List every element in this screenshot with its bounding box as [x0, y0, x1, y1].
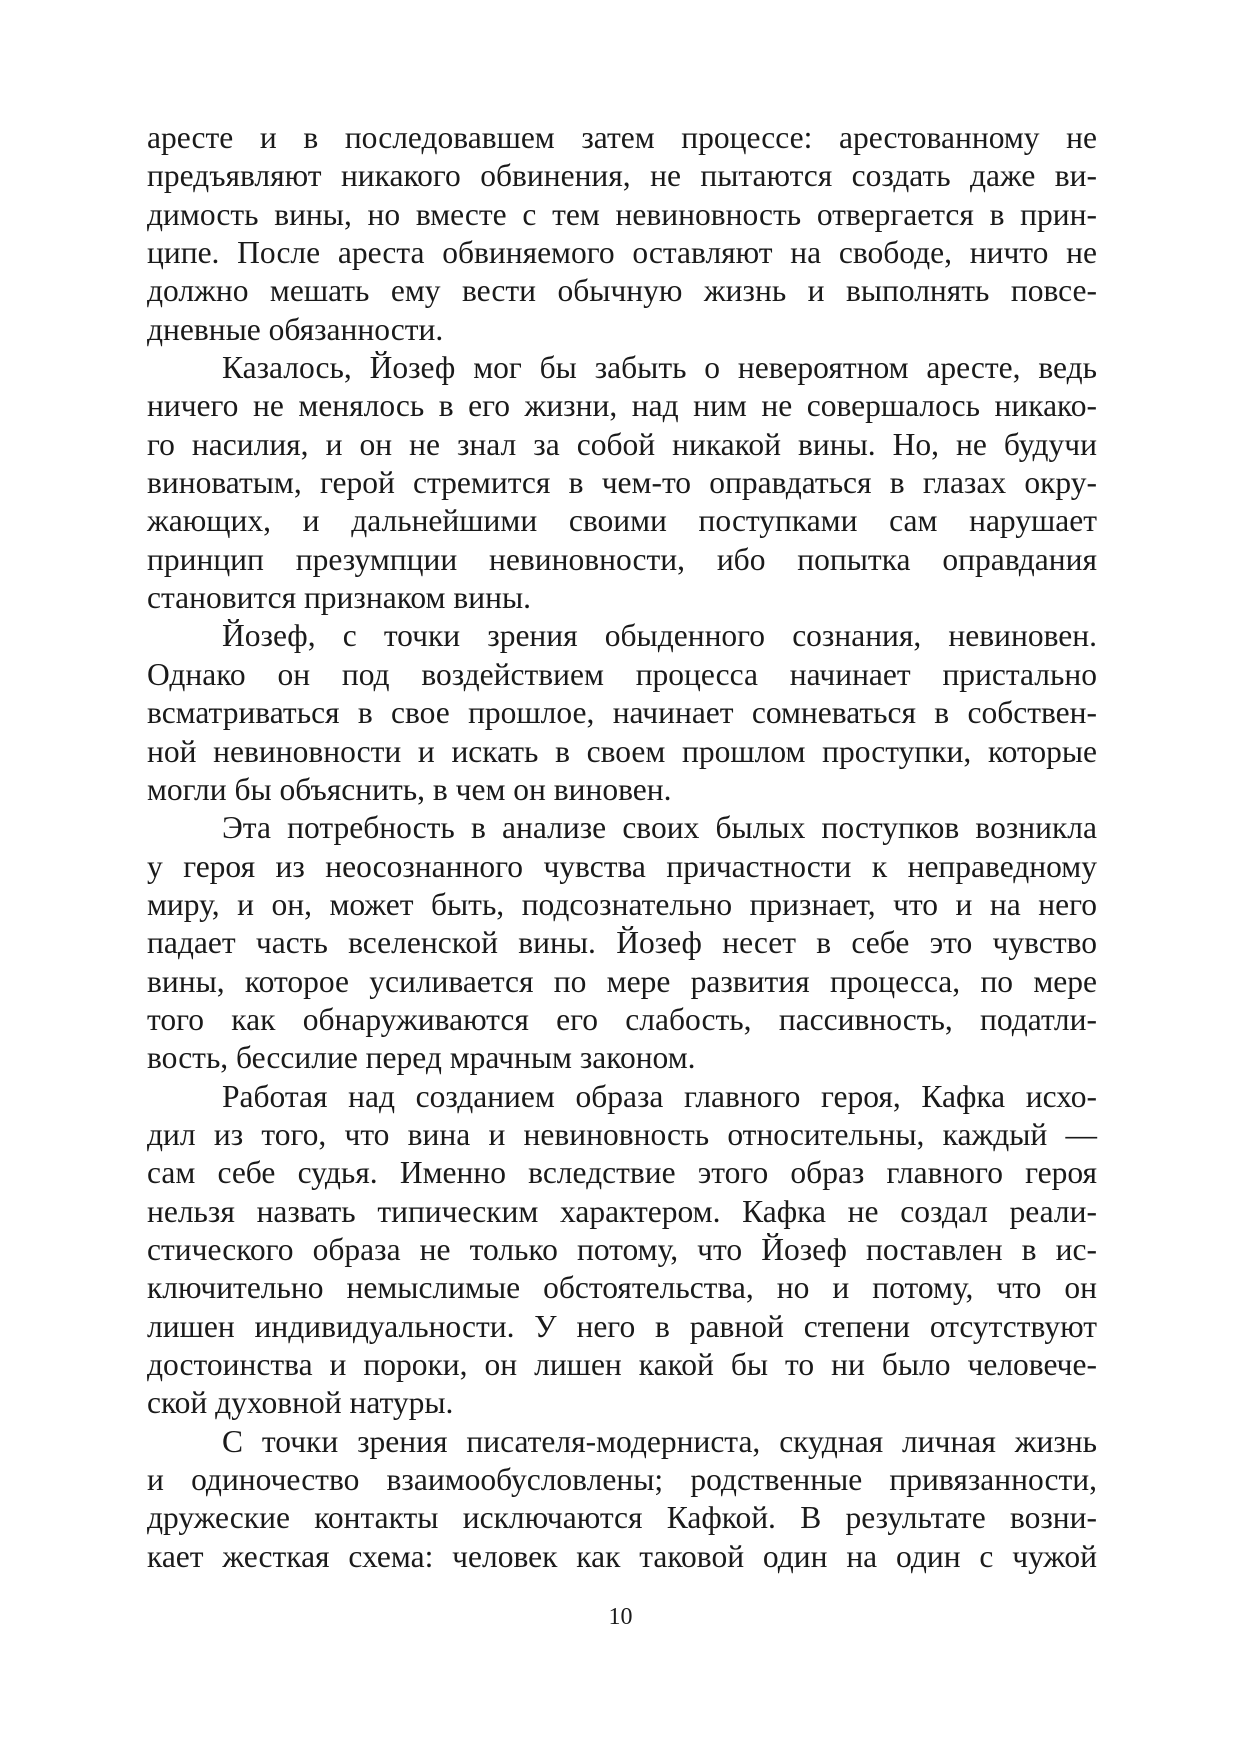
paragraph [147, 349, 1097, 617]
text-line: аресте и в последовавшем затем процессе: арестованному не [147, 120, 1097, 155]
text-line: ничего не менялось в его жизни, над ним не совершалось никако- [147, 388, 1097, 424]
text-line: го насилия, и он не знал за собой никакой вины. Но, не будучи [147, 426, 1097, 462]
text-line: кает жесткая схема: человек как таковой один на один с чужой [147, 1538, 1097, 1574]
text-line: ключительно немыслимые обстоятельства, но и потому, что он [147, 1270, 1097, 1306]
text-line: Однако он под воздействием процесса начинает пристально [147, 656, 1097, 692]
text-line: могли бы объяснить, в чем он виновен. [147, 771, 672, 807]
paragraph [147, 1078, 1097, 1423]
text-line: вины, которое усиливается по мере развития процесса, по мере [147, 963, 1097, 999]
text-line: принцип презумпции невиновности, ибо попытка оправдания [147, 541, 1097, 577]
text-line: дружеские контакты исключаются Кафкой. В результате возни- [147, 1500, 1097, 1536]
text-line: стического образа не только потому, что Йозеф поставлен в ис- [147, 1231, 1097, 1267]
text-line: Эта потребность в анализе своих былых поступков возникла [222, 810, 1097, 846]
text-line: дил из того, что вина и невиновность относительны, каждый — [147, 1116, 1097, 1152]
text-line: лишен индивидуальности. У него в равной степени отсутствуют [147, 1308, 1097, 1344]
text-line: сам себе судья. Именно вследствие этого образ главного героя [147, 1155, 1097, 1191]
paragraph [147, 617, 1097, 809]
text-line: Работая над созданием образа главного героя, Кафка исхо- [222, 1078, 1097, 1114]
page-number: 10 [608, 1604, 633, 1630]
text-line: достоинства и пороки, он лишен какой бы то ни было человече- [147, 1347, 1097, 1382]
text-line: Йозеф, с точки зрения обыденного сознания, невиновен. [222, 618, 1097, 654]
text-line: ской духовной натуры. [147, 1385, 454, 1421]
paragraph [147, 809, 1097, 1077]
text-line: ципе. После ареста обвиняемого оставляют на свободе, ничто не [147, 235, 1097, 271]
text-line: виноватым, герой стремится в чем-то оправдаться в глазах окру- [147, 465, 1097, 501]
text-line: димость вины, но вместе с тем невиновность отвергается в прин- [147, 196, 1097, 232]
body-text [147, 119, 1097, 1576]
text-line: ной невиновности и искать в своем прошлом проступки, которые [147, 733, 1097, 769]
text-line: жающих, и дальнейшими своими поступками сам нарушает [147, 503, 1097, 539]
text-line: всматриваться в свое прошлое, начинает сомневаться в собствен- [147, 695, 1097, 731]
text-line: падает часть вселенской вины. Йозеф несет в себе это чувство [147, 925, 1097, 961]
text-line: предъявляют никакого обвинения, не пытаются создать даже ви- [147, 158, 1097, 194]
text-line: нельзя назвать типическим характером. Кафка не создал реали- [147, 1193, 1097, 1229]
text-line: С точки зрения писателя-модерниста, скудная личная жизнь [222, 1423, 1097, 1459]
text-line: у героя из неосознанного чувства причастности к неправедному [147, 848, 1097, 884]
text-line: дневные обязанности. [147, 311, 444, 347]
text-line: должно мешать ему вести обычную жизнь и выполнять повсе- [147, 273, 1097, 309]
text-line: вость, бессилие перед мрачным законом. [147, 1040, 696, 1076]
text-line: Казалось, Йозеф мог бы забыть о невероятном аресте, ведь [222, 350, 1097, 386]
text-line: становится признаком вины. [147, 580, 531, 616]
text-line: и одиночество взаимообусловлены; родственные привязанности, [147, 1462, 1097, 1498]
paragraph [147, 1423, 1097, 1576]
paragraph [147, 119, 1097, 349]
text-line: миру, и он, может быть, подсознательно признает, что и на него [147, 886, 1097, 922]
text-line: того как обнаруживаются его слабость, пассивность, податли- [147, 1001, 1097, 1037]
